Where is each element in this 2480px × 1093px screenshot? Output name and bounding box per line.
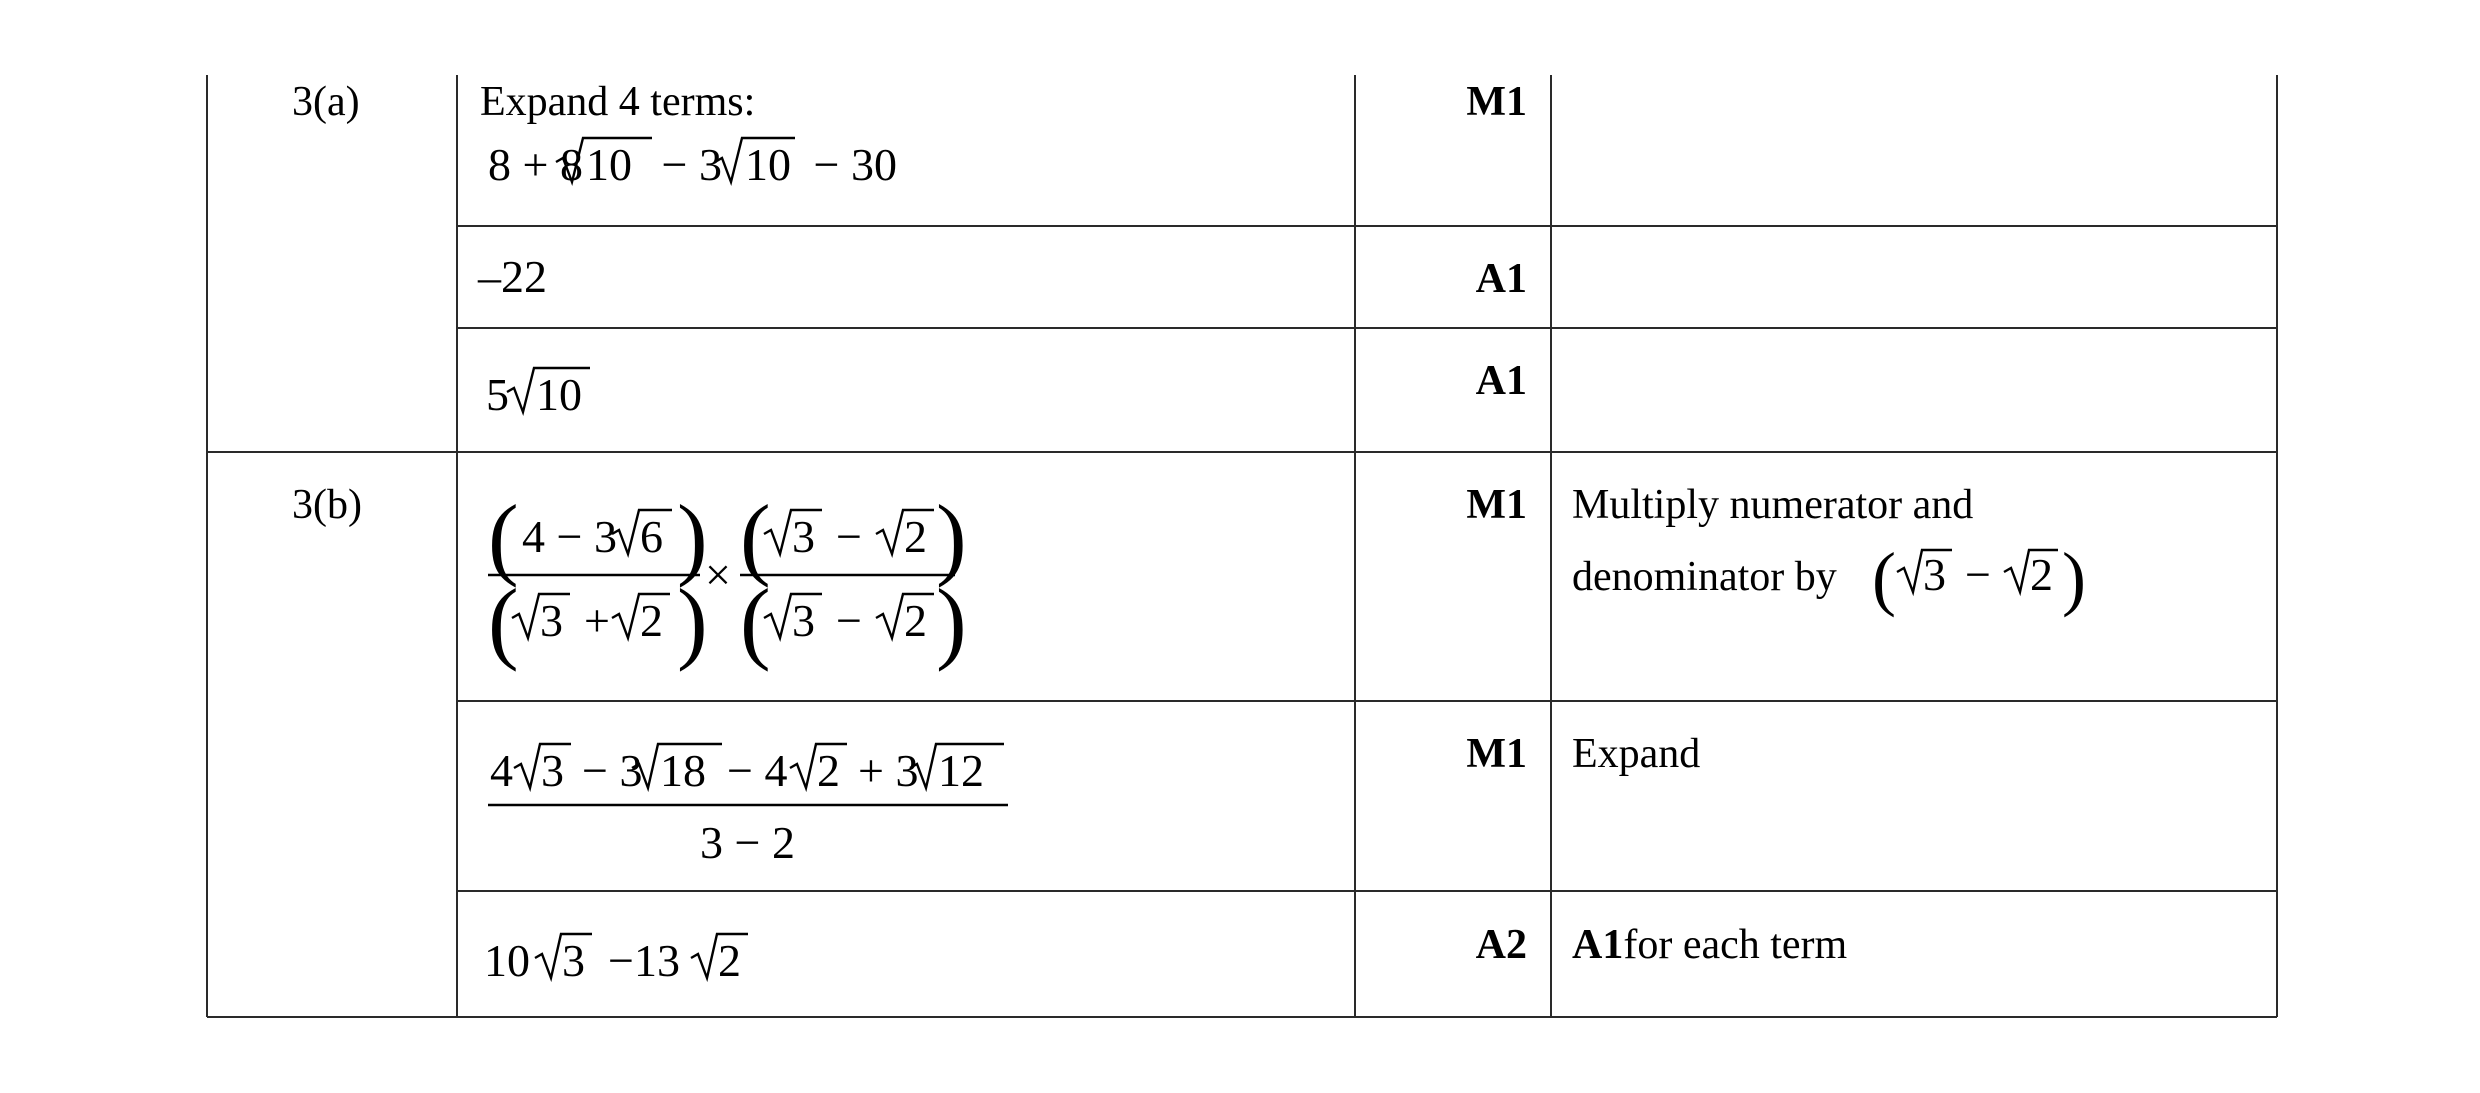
paren: ( [1872, 538, 1896, 618]
working-text: Expand 4 terms: [480, 79, 756, 125]
radicand: 2 [817, 745, 840, 796]
working-math: –22 [478, 251, 547, 302]
radicand: 10 [536, 369, 582, 420]
mark-label: M1 [1466, 482, 1527, 528]
mark-label: M1 [1466, 731, 1527, 777]
radicand: 10 [586, 139, 632, 190]
mark-label: A2 [1475, 922, 1527, 968]
notes-text: Multiply numerator and [1572, 482, 1974, 528]
mark-label: M1 [1466, 79, 1527, 125]
radicand: 3 [541, 745, 564, 796]
radicand: 12 [938, 745, 984, 796]
radicand: 6 [640, 511, 663, 562]
table-row [488, 731, 1700, 868]
radicand: 3 [792, 511, 815, 562]
radicand: 3 [792, 595, 815, 646]
paren: ) [2062, 538, 2086, 618]
mark-label: A1 [1475, 358, 1527, 404]
numerator: 4 − 3 6 [522, 511, 663, 562]
notes-math: 3 − 2 [1923, 549, 2053, 600]
paren: ( [740, 486, 771, 588]
working-math: 5 10 [486, 369, 582, 420]
paren: ) [677, 486, 708, 588]
denominator: 3 − 2 [792, 595, 927, 646]
denominator: 3 − 2 [700, 817, 795, 868]
radicand: 18 [660, 745, 706, 796]
mark-label: A1 [1475, 256, 1527, 302]
radicand: 2 [904, 511, 927, 562]
paren: ( [740, 570, 771, 672]
table-row [480, 79, 1527, 190]
working-math: 8 + 810 − 3 10 − 30 [488, 139, 897, 190]
table-row [486, 358, 1527, 420]
notes-bold: A1 [1572, 922, 1624, 968]
paren: ) [936, 486, 967, 588]
question-label: 3(a) [292, 79, 360, 125]
paren: ) [936, 570, 967, 672]
radicand: 3 [562, 935, 585, 986]
radicand: 2 [718, 935, 741, 986]
radicand: 2 [640, 595, 663, 646]
radicand: 2 [904, 595, 927, 646]
times-sign: × [705, 549, 731, 600]
radicand: 2 [2030, 549, 2053, 600]
paren: ( [488, 486, 519, 588]
radicand: 10 [745, 139, 791, 190]
question-label: 3(b) [292, 482, 362, 528]
table-row [484, 922, 1848, 986]
radicand: 3 [1923, 549, 1946, 600]
radicand: 3 [540, 595, 563, 646]
notes-text: Expand [1572, 731, 1701, 777]
paren: ) [677, 570, 708, 672]
notes-text: A1for each term [1572, 922, 1848, 968]
denominator: 3 + 2 [540, 595, 663, 646]
numerator: 4 3 − 3 18 − 4 2 + 3 12 [490, 745, 984, 796]
table-row [488, 482, 2086, 672]
paren: ( [488, 570, 519, 672]
notes-text: denominator by [1572, 554, 1837, 600]
working-math: 10 3 −13 2 [484, 935, 741, 986]
numerator: 3 − 2 [792, 511, 927, 562]
table-row [477, 251, 1527, 302]
